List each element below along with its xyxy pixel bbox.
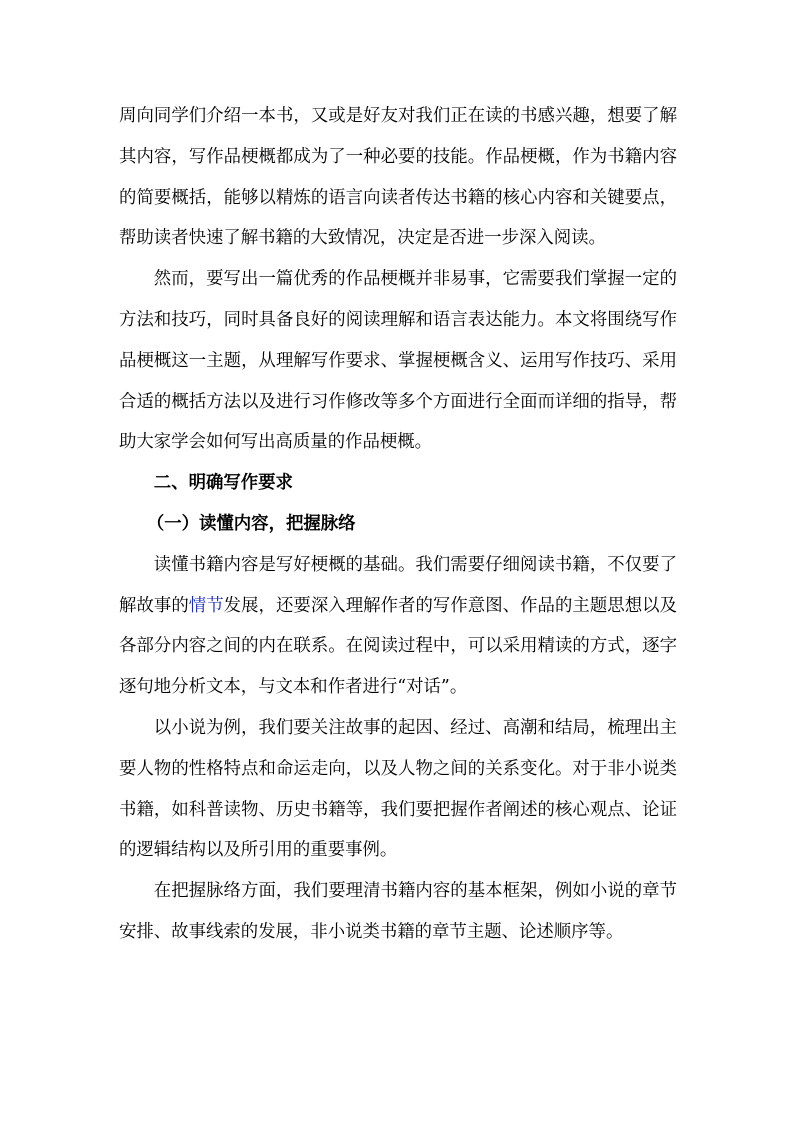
- paragraph-novel-example: 以小说为例，我们要关注故事的起因、经过、高潮和结局，梳理出主要人物的性格特点和命运走向，以及人物之间的关系变化。对于非小说类书籍，如科普读物、历史书籍等，我们要把握作者阐述的核心观点、论证的逻辑结构以及所引用的重要事例。: [119, 717, 677, 861]
- section-heading: 二、明确写作要求: [153, 473, 293, 494]
- paragraph-read-content-post: 发展，还要深入理解作者的写作意图、作品的主题思想以及各部分内容之间的内在联系。在阅读过程中，可以采用精读的方式，逐字逐句地分析文本，与文本和作者进行“对话”。: [119, 595, 677, 698]
- document-page: [119, 96, 677, 953]
- paragraph-however: 然而，要写出一篇优秀的作品梗概并非易事，它需要我们掌握一定的方法和技巧，同时具备良好的阅读理解和语言表达能力。本文将围绕写作品梗概这一主题，从理解写作要求、掌握梗概含义、运用写作技巧、采用合适的概括方法以及进行习作修改等多个方面进行全面而详细的指导，帮助大家学会如何写出高质量的作品梗概。: [119, 269, 677, 453]
- paragraph-read-content-pre: 要了解故事的: [119, 554, 677, 616]
- paragraph-structure: 在把握脉络方面，我们要理清书籍内容的基本框架，例如小说的章节安排、故事线索的发展，非小说类书籍的章节主题、论述顺序等。: [119, 881, 677, 942]
- subsection-heading: （一）读懂内容，把握脉络: [146, 513, 356, 534]
- paragraph-read-content: [119, 545, 677, 708]
- paragraph-intro: 周向同学们介绍一本书，又或是好友对我们正在读的书感兴趣，想要了解其内容，写作品梗概都成为了一种必要的技能。作品梗概，作为书籍内容的简要概括，能够以精炼的语言向读者传达书籍的核心内容和关键要点，帮助读者快速了解书籍的大致情况，决定是否进一步深入阅读。: [119, 106, 677, 249]
- paragraph-read-content-start: 读懂书籍内容是写好梗概的基础。我们需要仔细阅读书籍，不仅: [153, 554, 643, 575]
- highlight-plot: 情节: [188, 595, 224, 616]
